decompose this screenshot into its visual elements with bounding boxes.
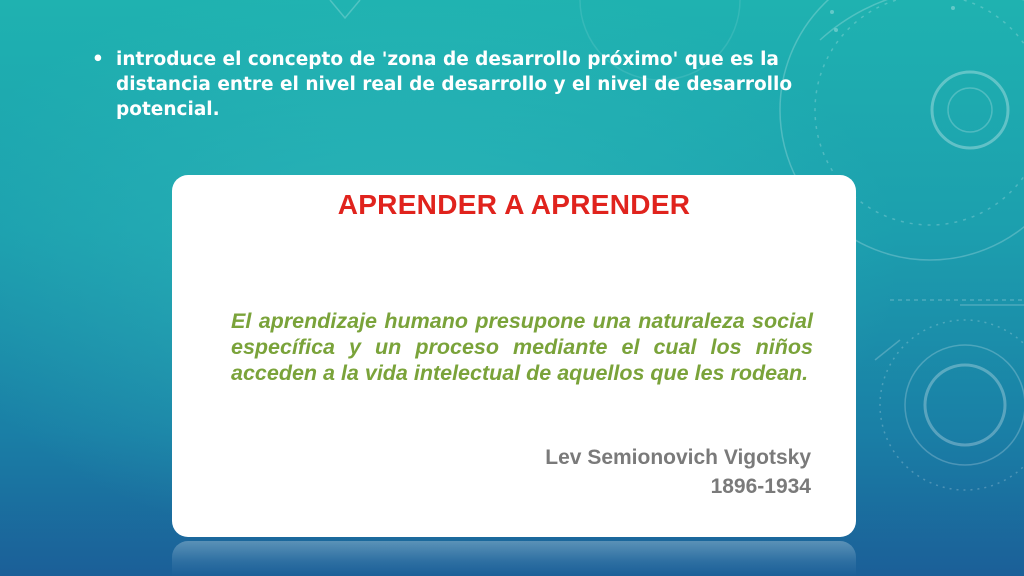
quote-card (172, 175, 856, 537)
bullet-point (92, 47, 852, 122)
bullet-text: introduce el concepto de 'zona de desarrollo próximo' que es la distancia entre el nivel real de desarrollo y el nivel de desarrollo potencial. (116, 49, 793, 120)
card-title: APRENDER A APRENDER (337, 189, 691, 220)
card-reflection (172, 541, 856, 576)
author-years: 1896-1934 (710, 475, 811, 498)
author-name: Lev Semionovich Vigotsky (545, 446, 811, 469)
bullet-glyph: • (92, 49, 104, 70)
card-quote: El aprendizaje humano presupone una naturaleza social específica y un proceso mediante el cual los niños acceden a la vida intelectual de aquellos que les rodean. (231, 309, 813, 385)
card-attribution (545, 443, 811, 501)
